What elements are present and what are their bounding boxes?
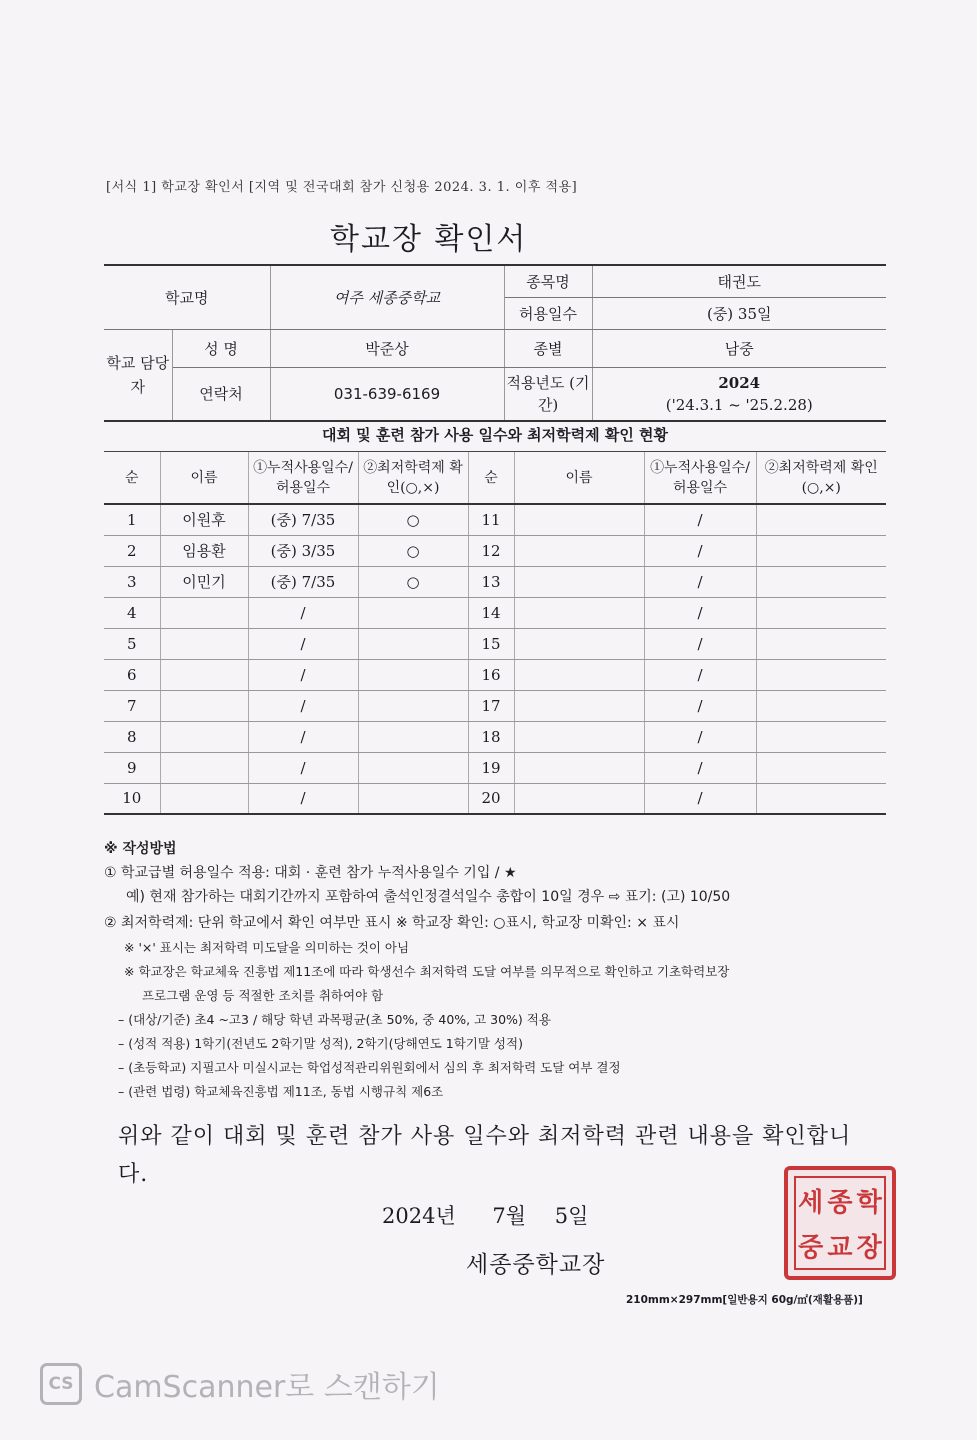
roster-cell-name <box>514 659 644 690</box>
roster-cell-check <box>756 721 886 752</box>
roster-cell-check <box>358 752 468 783</box>
instruction-dash-1: – (대상/기준) 초4 ~고3 / 해당 학년 과목평균(초 50%, 중 40%, 고 30%) 적용 <box>118 1012 551 1027</box>
roster-cell-no: 19 <box>468 752 514 783</box>
roster-cell-days: / <box>248 690 358 721</box>
seal-character: 종 <box>827 1188 853 1218</box>
roster-cell-days: / <box>644 659 756 690</box>
roster-cell-check: ○ <box>358 535 468 566</box>
roster-cell-name: 이원후 <box>160 504 248 535</box>
header-check: ②최저학력제 확인(○,×) <box>756 452 886 504</box>
roster-cell-days: / <box>248 752 358 783</box>
contact-group-label: 학교 담당자 <box>104 329 172 421</box>
roster-cell-days: (중) 3/35 <box>248 535 358 566</box>
roster-cell-name <box>514 628 644 659</box>
school-name: 여주 세종중학교 <box>270 265 504 329</box>
roster-cell-days: / <box>248 659 358 690</box>
roster-cell-days: / <box>644 504 756 535</box>
roster-cell-check: ○ <box>358 566 468 597</box>
seal-character: 교 <box>827 1233 853 1263</box>
roster-cell-check <box>756 659 886 690</box>
roster-cell-no: 1 <box>104 504 160 535</box>
roster-cell-days: / <box>644 721 756 752</box>
category-label: 종별 <box>504 329 592 367</box>
roster-cell-check: ○ <box>358 504 468 535</box>
info-table <box>104 264 886 422</box>
roster-cell-check <box>756 690 886 721</box>
table-row <box>104 504 886 535</box>
roster-cell-check <box>756 783 886 814</box>
confirmation-text: 위와 같이 대회 및 훈련 참가 사용 일수와 최저학력 관련 내용을 확인합니다. <box>118 1124 852 1187</box>
allowed-days-label: 허용일수 <box>504 297 592 329</box>
roster-cell-days: / <box>644 690 756 721</box>
roster-cell-name <box>160 690 248 721</box>
table-row <box>104 597 886 628</box>
header-days: ①누적사용일수/ 허용일수 <box>248 452 358 504</box>
roster-cell-name <box>514 752 644 783</box>
camscanner-watermark <box>40 1362 440 1406</box>
roster-cell-name <box>160 628 248 659</box>
roster-cell-name <box>514 566 644 597</box>
roster-cell-no: 9 <box>104 752 160 783</box>
roster-cell-days: / <box>644 752 756 783</box>
instruction-note-2: ※ 학교장은 학교체육 진흥법 제11조에 따라 학생선수 최저학력 도달 여부를 의무적으로 확인하고 기초학력보장 <box>124 964 730 979</box>
date-month: 7월 <box>492 1204 527 1228</box>
header-name: 이름 <box>160 452 248 504</box>
table-row <box>104 628 886 659</box>
instruction-dash-3: – (초등학교) 지필고사 미실시교는 학업성적관리위원회에서 심의 후 최저학력 도달 여부 결정 <box>118 1060 621 1075</box>
roster-cell-check <box>756 535 886 566</box>
roster-cell-no: 4 <box>104 597 160 628</box>
roster-cell-no: 17 <box>468 690 514 721</box>
seal-character: 장 <box>856 1233 882 1263</box>
table-row <box>104 783 886 814</box>
roster-header-row <box>104 452 886 504</box>
roster-cell-check <box>358 659 468 690</box>
status-title: 대회 및 훈련 참가 사용 일수와 최저학력제 확인 현황 <box>104 420 886 452</box>
date-year: 2024년 <box>382 1204 456 1228</box>
roster-cell-name <box>514 690 644 721</box>
table-row <box>104 566 886 597</box>
roster-cell-name: 이민기 <box>160 566 248 597</box>
roster-cell-days: / <box>248 597 358 628</box>
form-header: [서식 1] 학교장 확인서 [지역 및 전국대회 참가 신청용 2024. 3. 1. 이후 적용] <box>106 180 578 195</box>
official-seal <box>784 1166 896 1280</box>
roster-cell-name <box>514 504 644 535</box>
roster-cell-no: 18 <box>468 721 514 752</box>
table-row <box>104 721 886 752</box>
instruction-note-2b: 프로그램 운영 등 적절한 조치를 취하여야 함 <box>142 988 384 1003</box>
instruction-dash-4: – (관련 법령) 학교체육진흥법 제11조, 동법 시행규칙 제6조 <box>118 1084 444 1099</box>
category-value: 남중 <box>592 329 886 367</box>
roster-cell-name <box>514 535 644 566</box>
instruction-item-2: ② 최저학력제: 단위 학교에서 확인 여부만 표시 ※ 학교장 확인: ○표시, 학교장 미확인: × 표시 <box>104 915 680 931</box>
instruction-note-1: ※ '×' 표시는 최저학력 미도달을 의미하는 것이 아님 <box>124 940 410 955</box>
roster-cell-check <box>756 628 886 659</box>
roster-cell-no: 20 <box>468 783 514 814</box>
phone-value: 031-639-6169 <box>270 367 504 421</box>
roster-cell-name <box>514 597 644 628</box>
roster-cell-name <box>160 783 248 814</box>
roster-cell-no: 10 <box>104 783 160 814</box>
principal-name: 세종중학교장 <box>466 1252 606 1278</box>
roster-cell-name <box>160 721 248 752</box>
instruction-item-1: ① 학교급별 허용일수 적용: 대회 · 훈련 참가 누적사용일수 기입 / ★ <box>104 865 517 881</box>
phone-label: 연락처 <box>172 367 270 421</box>
roster-cell-no: 11 <box>468 504 514 535</box>
roster-cell-no: 5 <box>104 628 160 659</box>
header-check: ②최저학력제 확인(○,×) <box>358 452 468 504</box>
date-day: 5일 <box>554 1204 589 1228</box>
roster-cell-days: / <box>644 566 756 597</box>
table-row <box>104 659 886 690</box>
table-row <box>104 535 886 566</box>
roster-cell-days: / <box>248 721 358 752</box>
instruction-item-1-example: 예) 현재 참가하는 대회기간까지 포함하여 출석인정결석일수 총합이 10일 경우 ⇨ 표기: (고) 10/50 <box>126 889 731 905</box>
roster-body <box>104 504 886 814</box>
header-no: 순 <box>104 452 160 504</box>
watermark-text: CamScanner로 스캔하기 <box>94 1370 440 1405</box>
name-label: 성 명 <box>172 329 270 367</box>
roster-cell-no: 15 <box>468 628 514 659</box>
roster-cell-check <box>756 752 886 783</box>
date-line <box>382 1200 588 1230</box>
period-value: ('24.3.1 ~ '25.2.28) <box>665 395 813 414</box>
roster-cell-check <box>756 597 886 628</box>
allowed-days-value: (중) 35일 <box>592 297 886 329</box>
seal-characters <box>794 1176 886 1270</box>
roster-table <box>104 452 886 815</box>
roster-cell-no: 12 <box>468 535 514 566</box>
roster-cell-name: 임용환 <box>160 535 248 566</box>
roster-cell-check <box>358 690 468 721</box>
paper-size-note: 210mm×297mm[일반용지 60g/㎡(재활용품)] <box>626 1294 863 1306</box>
sport-label: 종목명 <box>504 265 592 297</box>
roster-cell-no: 6 <box>104 659 160 690</box>
roster-cell-name <box>160 597 248 628</box>
roster-cell-days: / <box>644 535 756 566</box>
roster-cell-days: / <box>644 597 756 628</box>
roster-cell-no: 2 <box>104 535 160 566</box>
roster-cell-check <box>358 783 468 814</box>
roster-cell-name <box>514 783 644 814</box>
roster-cell-check <box>756 566 886 597</box>
document-title: 학교장 확인서 <box>330 222 528 257</box>
table-row <box>104 752 886 783</box>
roster-cell-days: (중) 7/35 <box>248 566 358 597</box>
header-name: 이름 <box>514 452 644 504</box>
roster-cell-no: 16 <box>468 659 514 690</box>
roster-cell-days: / <box>248 783 358 814</box>
header-days: ①누적사용일수/ 허용일수 <box>644 452 756 504</box>
roster-cell-days: / <box>644 628 756 659</box>
roster-cell-no: 13 <box>468 566 514 597</box>
instruction-dash-2: – (성적 적용) 1학기(전년도 2학기말 성적), 2학기(당해연도 1학기말 성적) <box>118 1036 523 1051</box>
roster-cell-no: 8 <box>104 721 160 752</box>
header-no: 순 <box>468 452 514 504</box>
roster-cell-name <box>160 752 248 783</box>
roster-cell-no: 14 <box>468 597 514 628</box>
seal-character: 중 <box>798 1233 824 1263</box>
roster-cell-check <box>358 721 468 752</box>
roster-cell-check <box>358 628 468 659</box>
year-cell <box>592 367 886 421</box>
year-value: 2024 <box>718 373 761 392</box>
roster-cell-name <box>514 721 644 752</box>
roster-cell-days: / <box>644 783 756 814</box>
roster-cell-days: / <box>248 628 358 659</box>
year-label: 적용년도 (기간) <box>504 367 592 421</box>
table-row <box>104 690 886 721</box>
roster-cell-no: 3 <box>104 566 160 597</box>
roster-cell-days: (중) 7/35 <box>248 504 358 535</box>
instructions-heading: ※ 작성방법 <box>104 841 177 857</box>
roster-cell-check <box>358 597 468 628</box>
roster-cell-name <box>160 659 248 690</box>
sport-value: 태권도 <box>592 265 886 297</box>
roster-cell-check <box>756 504 886 535</box>
roster-cell-no: 7 <box>104 690 160 721</box>
school-label: 학교명 <box>104 265 270 329</box>
seal-character: 세 <box>798 1188 824 1218</box>
name-value: 박준상 <box>270 329 504 367</box>
seal-character: 학 <box>856 1188 882 1218</box>
camscanner-logo-icon: CS <box>40 1363 82 1405</box>
